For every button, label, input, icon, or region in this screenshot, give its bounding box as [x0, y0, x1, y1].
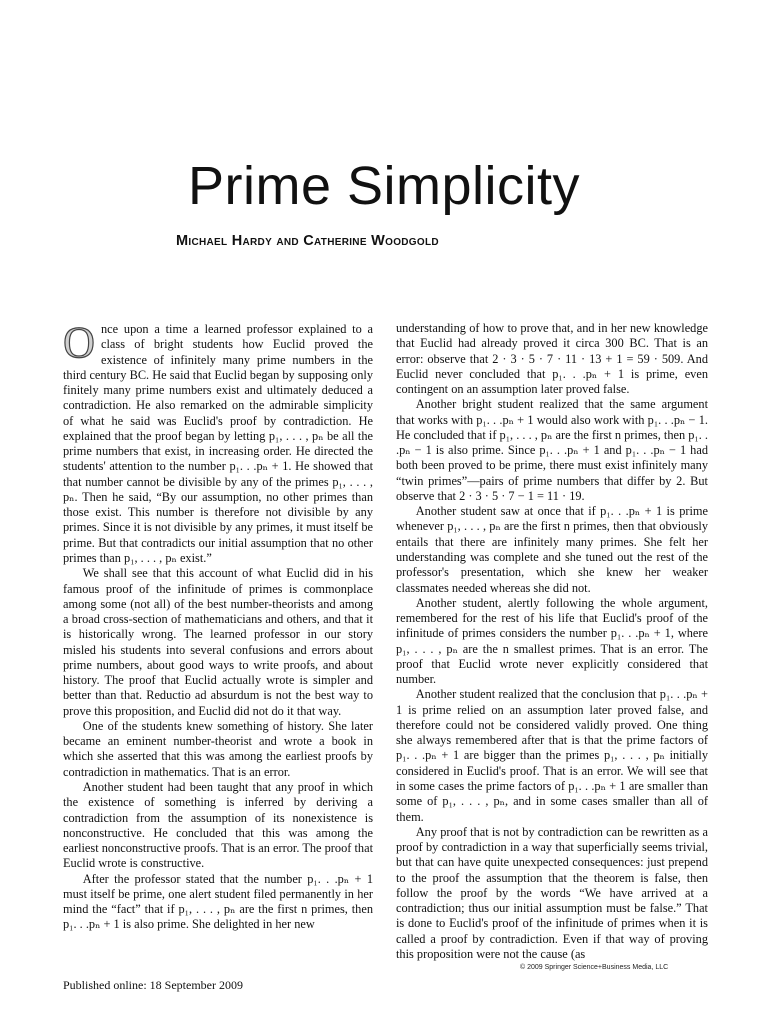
article-authors: Michael Hardy and Catherine Woodgold — [176, 233, 439, 249]
paragraph-8: Another student saw at once that if p₁. . .pₙ + 1 is prime whenever p₁, . . . , pₙ are the first n primes, then that obviously entails that there are infinitely many primes. She felt her understanding was complete and she tuned out the rest of the professor's presentation, which she knew her weaker classmates needed whereas she did not. — [396, 504, 708, 595]
paragraph-6: understanding of how to prove that, and in her new knowledge that Euclid had already proved it circa 300 BC. That is an error: observe that 2 · 3 · 5 · 7 · 11 · 13 + 1 = 59 · 509. And Euclid never concluded that p₁. . .pₙ + 1 is prime, even contingent on an assumption later proved false. — [396, 321, 708, 397]
paragraph-10: Another student realized that the conclusion that p₁. . .pₙ + 1 is prime relied on an assumption later proved false, and therefore could not be considered validly proved. One thing she always remembered after that is that the prime factors of p₁. . .pₙ + 1 are bigger than the primes p₁, . . . , pₙ initially considered in Euclid's proof. That is an error. We will see that in some cases the prime factors of p₁. . .pₙ + 1 are smaller than some of p₁, . . . , pₙ, and in some cases smaller than all of them. — [396, 687, 708, 824]
paragraph-11: Any proof that is not by contradiction can be rewritten as a proof by contradiction in a way that superficially seems trivial, but that can have quite unexpected consequences: just prepend to the proof the assumption that the theorem is false, then follow the proof by the words “We have arrived at a contradiction; thus our initial assumption must be false.” That is done to Euclid's proof of the infinitude of primes when it is called a proof by contradiction. Even if that way of proving this proposition were not the cause (as — [396, 824, 708, 961]
paragraph-4: Another student had been taught that any proof in which the existence of something is inferred by deriving a contradiction from the assumption of its nonexistence is nonconstructive. He concluded that this was among the earliest nonconstructive proofs. That is an error. The proof that Euclid wrote is constructive. — [63, 779, 373, 871]
paragraph-9: Another student, alertly following the whole argument, remembered for the rest of his life that Euclid's proof of the infinitude of primes considers the number p₁. . .pₙ + 1, where p₁, . . . , pₙ are the n smallest primes. That is an error. The proof that Euclid wrote never explicitly considered that number. — [396, 595, 708, 687]
paragraph-5: After the professor stated that the number p₁. . .pₙ + 1 must itself be prime, one alert student filed permanently in her mind the “fact” that if p₁, . . . , pₙ are the first n primes, then p₁. . .pₙ + 1 is also prime. She delighted in her new — [63, 871, 373, 932]
paragraph-1 — [63, 322, 373, 566]
right-column — [396, 321, 708, 962]
paragraph-7: Another bright student realized that the same argument that works with p₁. . .pₙ + 1 would also work with p₁. . .pₙ − 1. He concluded that if p₁, . . . , pₙ are the first n primes, then p₁. . .pₙ − 1 is also prime. Since p₁. . .pₙ + 1 and p₁. . .pₙ − 1 had both been proved to be prime, there must exist infinitely many “twin primes”—pairs of prime numbers that differ by 2. But observe that 2 · 3 · 5 · 7 − 1 = 11 · 19. — [396, 397, 708, 503]
paragraph-2: We shall see that this account of what Euclid did in his famous proof of the infinitude of primes is commonplace among some (not all) of the best number-theorists and among a broad cross-section of mathematicians and others, and that it is historically wrong. The learned professor in our story misled his students into several confusions and errors about prime numbers, about good ways to write proofs, and about history. The proof that Euclid actually wrote is simpler and better than that. Reductio ad absurdum is not the best way to prove this proposition, and Euclid did not do it that way. — [63, 566, 373, 718]
paragraph-3: One of the students knew something of history. She later became an eminent number-theorist and wrote a book in which she asserted that this was among the earliest proofs by contradiction in mathematics. That is an error. — [63, 718, 373, 779]
paragraph-1-text: nce upon a time a learned professor explained to a class of bright students how Euclid proved the existence of infinitely many prime numbers in the third century BC. He said that Euclid began by supposing only finitely many prime numbers exist and ultimately deduced a contradiction. He also remarked on the admirable simplicity of what he said was Euclid's proof by contradiction. He explained that the proof began by letting p₁, . . . , pₙ be all the prime numbers that exist, in increasing order. He directed the students' attention to the number p₁. . .pₙ + 1. He showed that that number cannot be divisible by any of the primes p₁, . . . , pₙ. Then he said, “By our assumption, no other primes than those exist. This number is therefore not divisible by any primes. Since it is not divisible by any primes, it must itself be prime. But that contradicts our initial assumption that no other primes than p₁, . . . , pₙ exist.” — [63, 322, 373, 565]
drop-cap — [63, 324, 95, 362]
article-title: Prime Simplicity — [187, 156, 581, 216]
drop-cap-graphic — [63, 324, 95, 362]
drop-cap-letter: O — [63, 324, 95, 362]
copyright-notice: © 2009 Springer Science+Business Media, LLC — [520, 964, 669, 971]
published-date: Published online: 18 September 2009 — [63, 978, 243, 992]
left-column — [63, 322, 373, 933]
